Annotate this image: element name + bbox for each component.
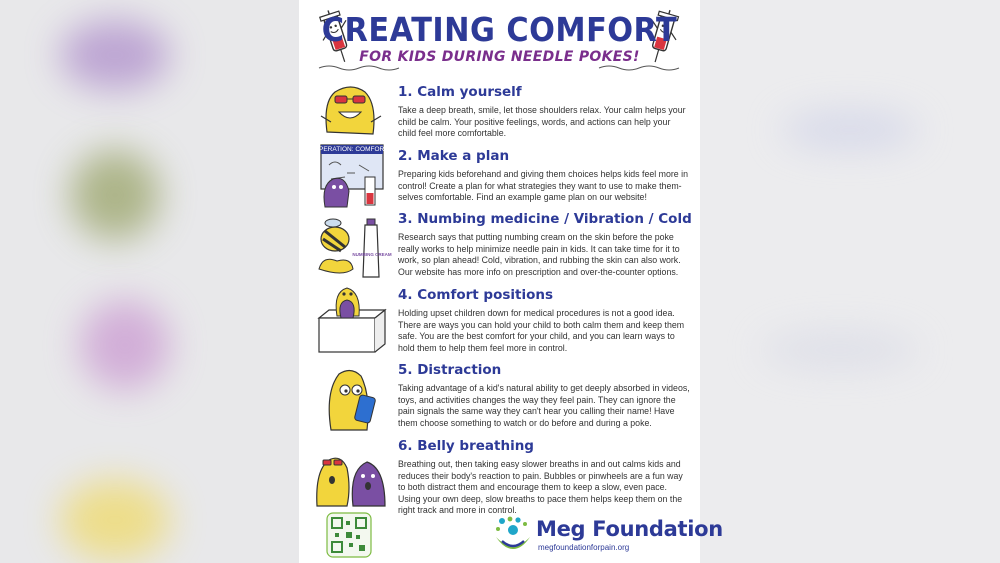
section-belly-breathing [398,438,690,517]
section-heading: 1. Calm yourself [398,84,522,100]
meg-logo-icon [492,515,534,555]
poster-title: CREATING COMFORT [321,10,678,49]
background-left [0,0,300,563]
belly-breathing-illustration [313,448,389,508]
background-right [700,0,1000,563]
section-body: Take a deep breath, smile, let those shoulders relax. Your calm helps your child be calm. Your positive feelings, words, and actions can help your child feel more comfortable. [398,105,686,139]
plan-board-label [313,144,389,153]
svg-text:NUMBING CREAM: NUMBING CREAM [352,252,392,257]
section-numbing [398,211,690,278]
section-heading: 4. Comfort positions [398,287,554,303]
section-body: Preparing kids beforehand and giving them choices helps kids feel more in control! Create a plan for what strategies they want to use to make them-selves comfortable. Find an example game plan on our website! [398,169,688,203]
plan-board-illustration [313,143,389,211]
org-url[interactable]: megfoundationforpain.org [538,543,630,552]
meg-foundation-logo[interactable] [492,515,723,555]
section-heading: 2. Make a plan [398,148,510,164]
section-body: Breathing out, then taking easy slower breaths in and out calms kids and reduces their body's reaction to pain. Bubbles or pinwheels are a fun way to both distract them and encourage them to keep a slow, even pace. Using your own deep, slow breaths to pace them helps keep them on the right track and more in control. [398,459,683,516]
section-heading: 3. Numbing medicine / Vibration / Cold [398,211,692,227]
distraction-illustration [313,366,389,434]
wave-divider [319,64,679,72]
section-make-a-plan [398,148,690,204]
calm-mascot-illustration [313,82,389,140]
comfort-position-illustration [313,284,389,356]
section-heading: 5. Distraction [398,362,502,378]
org-name: Meg Foundation [536,517,723,541]
section-body: Research says that putting numbing cream on the skin before the poke really works to help minimize needle pain in kids. It can take time for it to work, so plan ahead! Cold, vibration, and rubbing the skin can also work. Our website has more info on prescription and over-the-counter options. [398,232,681,277]
qr-code-icon[interactable] [327,513,371,557]
section-calm-yourself [398,84,690,140]
svg-text:OPERATION: COMFORT: OPERATION: COMFORT [313,146,389,153]
section-comfort-positions [398,287,690,354]
section-body: Holding upset children down for medical procedures is not a good idea. There are ways you can hold your child to both calm them and keep them safe. You are the best comfort for your child, and you can learn ways to hold them to help them feel more in control. [398,308,685,353]
cream-tube-label [352,244,392,274]
poster-subtitle: FOR KIDS DURING NEEDLE POKES! [359,49,640,65]
poster [299,0,723,563]
section-heading: 6. Belly breathing [398,438,534,454]
section-body: Taking advantage of a kid's natural ability to get deeply absorbed in videos, toys, and activities changes the way they feel pain. They can ignore the pain signals the same way they can't hear you calling their name! Have them choose something to watch or do before and during a poke. [398,383,690,428]
section-distraction [398,362,690,429]
